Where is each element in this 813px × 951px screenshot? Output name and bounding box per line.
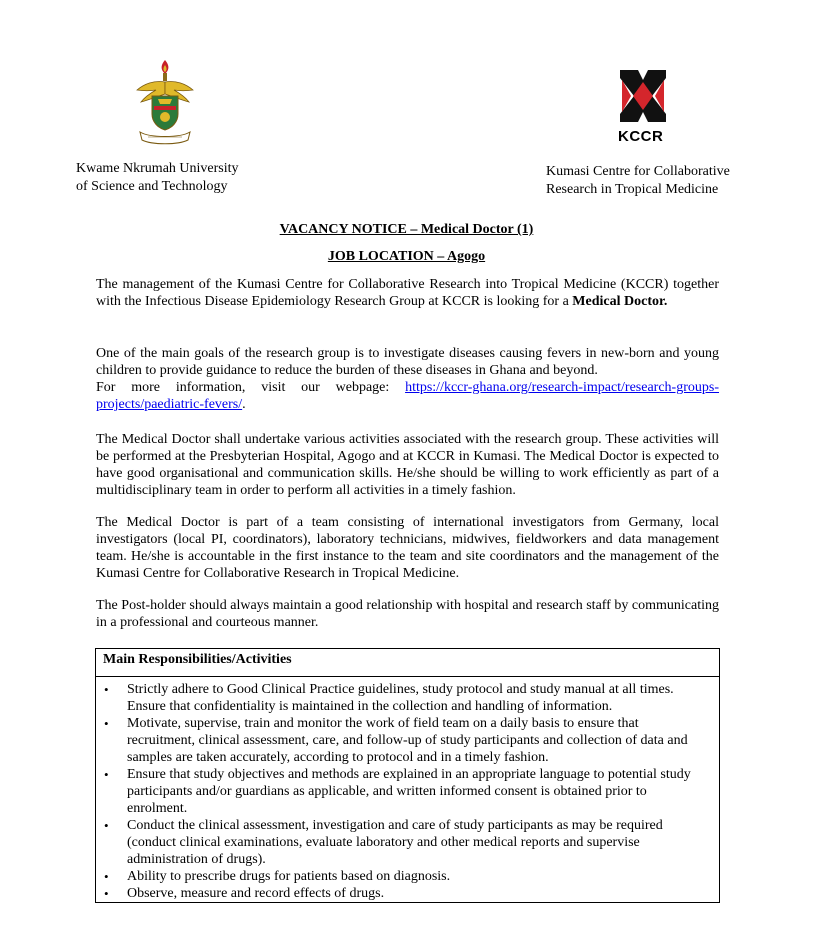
list-item-text: Strictly adhere to Good Clinical Practice guidelines, study protocol and study manual at all times. Ensure that confidentiality is maintained in the collection and handling of information. — [127, 682, 674, 714]
list-item-text: Conduct the clinical assessment, investigation and care of study participants as may be required (conduct clinical examinations, evaluate laboratory and other medical reports and supervise administration of drugs). — [127, 818, 663, 867]
list-item — [96, 715, 719, 766]
job-location: JOB LOCATION – Agogo — [327, 249, 486, 264]
bullet-icon: • — [104, 886, 109, 901]
bullet-icon: • — [104, 818, 109, 833]
list-item — [96, 885, 719, 902]
kccr-name-line2: Research in Tropical Medicine — [546, 182, 719, 197]
vacancy-title: VACANCY NOTICE – Medical Doctor (1) — [279, 222, 534, 237]
responsibilities-table — [95, 648, 720, 903]
knust-crest-logo — [134, 58, 196, 148]
bullet-icon: • — [104, 682, 109, 697]
list-item-text: Motivate, supervise, train and monitor the work of field team on a daily basis to ensure that recruitment, clinical assessment, care, and follow-up of study participants and collection of data and samples are taken accurately, according to protocol and in a timely fashion. — [127, 716, 688, 765]
kccr-logo-text: KCCR — [618, 128, 664, 145]
kccr-name-line1: Kumasi Centre for Collaborative — [546, 164, 730, 179]
list-item — [96, 868, 719, 885]
conduct-paragraph: The Post-holder should always maintain a good relationship with hospital and research staff by communicating in a professional and courteous manner. — [96, 598, 719, 630]
intro-text: The management of the Kumasi Centre for Collaborative Research into Tropical Medicine (KCCR) together with the Infectious Disease Epidemiology Research Group at KCCR is looking for a — [96, 277, 719, 309]
list-item — [96, 766, 719, 817]
goals-text: One of the main goals of the research group is to investigate diseases causing fevers in new-born and young children to provide guidance to reduce the burden of these diseases in Ghana and beyond. — [96, 346, 719, 378]
bullet-icon: • — [104, 869, 109, 884]
responsibilities-list — [96, 681, 719, 902]
goals-paragraph — [96, 345, 719, 413]
more-info-text: For more information, visit our webpage: — [96, 380, 406, 395]
team-paragraph: The Medical Doctor is part of a team consisting of international investigators from Germany, local investigators (local PI, coordinators), laboratory technicians, midwives, fieldworkers and data management team. He/she is accountable in the first instance to the team and site coordinators and the management of the Kumasi Centre for Collaborative Research in Tropical Medicine. — [96, 515, 719, 581]
list-item-text: Ability to prescribe drugs for patients based on diagnosis. — [127, 869, 451, 884]
responsibilities-title: Main Responsibilities/Activities — [96, 649, 719, 677]
list-item — [96, 681, 719, 715]
list-item — [96, 817, 719, 868]
kccr-name — [546, 163, 730, 199]
knust-name-line1: Kwame Nkrumah University — [76, 161, 239, 176]
intro-bold-role: Medical Doctor. — [572, 294, 668, 309]
knust-name-line2: of Science and Technology — [76, 179, 228, 194]
kccr-logo — [620, 70, 666, 122]
list-item-text: Ensure that study objectives and methods are explained in an appropriate language to potential study participants and/or guardians as applicable, and written informed consent is obtained prior to enrolment. — [127, 767, 691, 816]
link-trailing-period: . — [242, 397, 246, 412]
bullet-icon: • — [104, 767, 109, 782]
knust-name — [76, 160, 239, 196]
duties-paragraph: The Medical Doctor shall undertake various activities associated with the research group. These activities will be performed at the Presbyterian Hospital, Agogo and at KCCR in Kumasi. The Medical Doctor is expected to have good organisational and communication skills. He/she should be willing to work efficiently as part of a multidisciplinary team in order to perform all activities in a timely fashion. — [96, 432, 719, 498]
webpage-link[interactable]: https://kccr-ghana.org/research-impact/research-groups-projects/paediatric-fevers/ — [96, 380, 719, 412]
list-item-text: Observe, measure and record effects of drugs. — [127, 886, 385, 901]
bullet-icon: • — [104, 716, 109, 731]
intro-paragraph — [96, 276, 719, 310]
